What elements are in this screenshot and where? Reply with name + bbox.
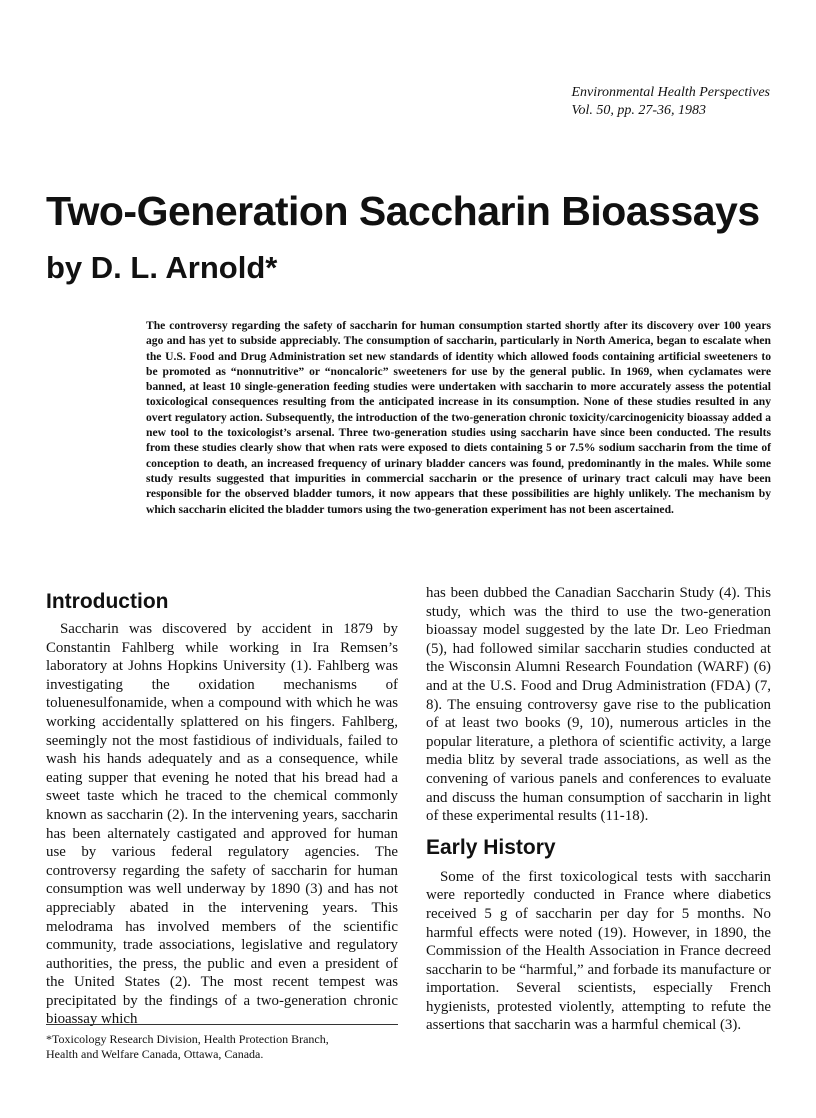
journal-name: Environmental Health Perspectives (571, 85, 770, 100)
early-history-heading: Early History (426, 835, 556, 859)
abstract: The controversy regarding the safety of saccharin for human consumption started shortly after its discovery over 100 years ago and has yet to subside appreciably. The consumption of saccharin, particularly in North America, began to escalate when the U.S. Food and Drug Administration set new standards of identity which allowed foods containing artificial sweeteners to be promoted as “nonnutritive” or “noncaloric” sweeteners for use by the general public. In 1969, when cyclamates were banned, at least 10 single-generation feeding studies were undertaken with saccharin to more accurately assess the potential toxicological consequences resulting from the anticipated increase in its consumption. None of these studies resulted in any overt regulatory action. Subsequently, the introduction of the two-generation chronic toxicity/carcinogenicity bioassay added a new tool to the toxicologist’s arsenal. Three two-generation studies using saccharin have since been conducted. The results from these studies clearly show that when rats were exposed to diets containing 5 or 7.5% sodium saccharin from the time of conception to death, an increased frequency of urinary bladder cancers was found, predominantly in the males. While some study results suggested that impurities in commercial saccharin or the presence of urinary tract calculi may have been responsible for the observed bladder tumors, it now appears that these possibilities are highly unlikely. The mechanism by which saccharin elicited the bladder tumors using the two-generation experiment has not been ascertained. (146, 319, 771, 516)
right-column (426, 584, 771, 1035)
footnote-line-2: Health and Welfare Canada, Ottawa, Canada. (46, 1047, 264, 1061)
footnote-line-1: *Toxicology Research Division, Health Protection Branch, (46, 1032, 329, 1046)
introduction-heading: Introduction (46, 590, 169, 613)
early-history-paragraph: Some of the first toxicological tests with saccharin were reportedly conducted in France where diabetics received 5 g of saccharin per day for 5 months. No harmful effects were noted (19). However, in 1890, the Commission of the Health Association in France decreed saccharin to be “harmful,” and forbade its manufacture or importation. Several scientists, especially French hygienists, protested violently, attempting to refute the assertions that saccharin was a harmful chemical (3). (426, 868, 771, 1034)
article-title: Two-Generation Saccharin Bioassays (46, 188, 760, 234)
journal-volume: Vol. 50, pp. 27-36, 1983 (571, 103, 707, 118)
left-column (46, 590, 398, 1029)
journal-citation (571, 84, 770, 120)
introduction-paragraph: Saccharin was discovered by accident in 1879 by Constantin Fahlberg while working in Ira Remsen’s laboratory at Johns Hopkins University (1). Fahlberg was investigating the oxidation mechanisms of toluenesulfonamide, when a compound with which he was working accidentally splattered on his fingers. Fahlberg, seemingly not the most fastidious of individuals, failed to wash his hands adequately and as a consequence, while eating supper that evening he noted that his bread had a sweet taste which he traced to the chemical commonly known as saccharin (2). In the intervening years, saccharin has been alternately castigated and approved for human use by various federal regulatory agencies. The controversy regarding the safety of saccharin for human consumption was well underway by 1890 (3) and has not appreciably abated in the intervening years. This melodrama has involved members of the scientific community, trade associations, legislative and regulatory authorities, the press, the public and even a president of the United States (2). The most recent tempest was precipitated by the findings of a two-generation chronic bioassay which (46, 621, 398, 1028)
author-byline: by D. L. Arnold* (46, 250, 278, 285)
introduction-continuation: has been dubbed the Canadian Saccharin Study (4). This study, which was the third to use the two-generation bioassay model suggested by the late Dr. Leo Friedman (5), had followed similar saccharin studies conducted at the Wisconsin Alumni Research Foundation (WARF) (6) and at the U.S. Food and Drug Administration (FDA) (7, 8). The ensuing controversy gave rise to the publication of at least two books (9, 10), numerous articles in the popular literature, a plethora of scientific activity, a large media blitz by several trade associations, as well as the convening of various panels and conferences to evaluate and discuss the human consumption of saccharin in light of these experimental results (11-18). (426, 585, 771, 825)
author-footnote (46, 1024, 398, 1062)
